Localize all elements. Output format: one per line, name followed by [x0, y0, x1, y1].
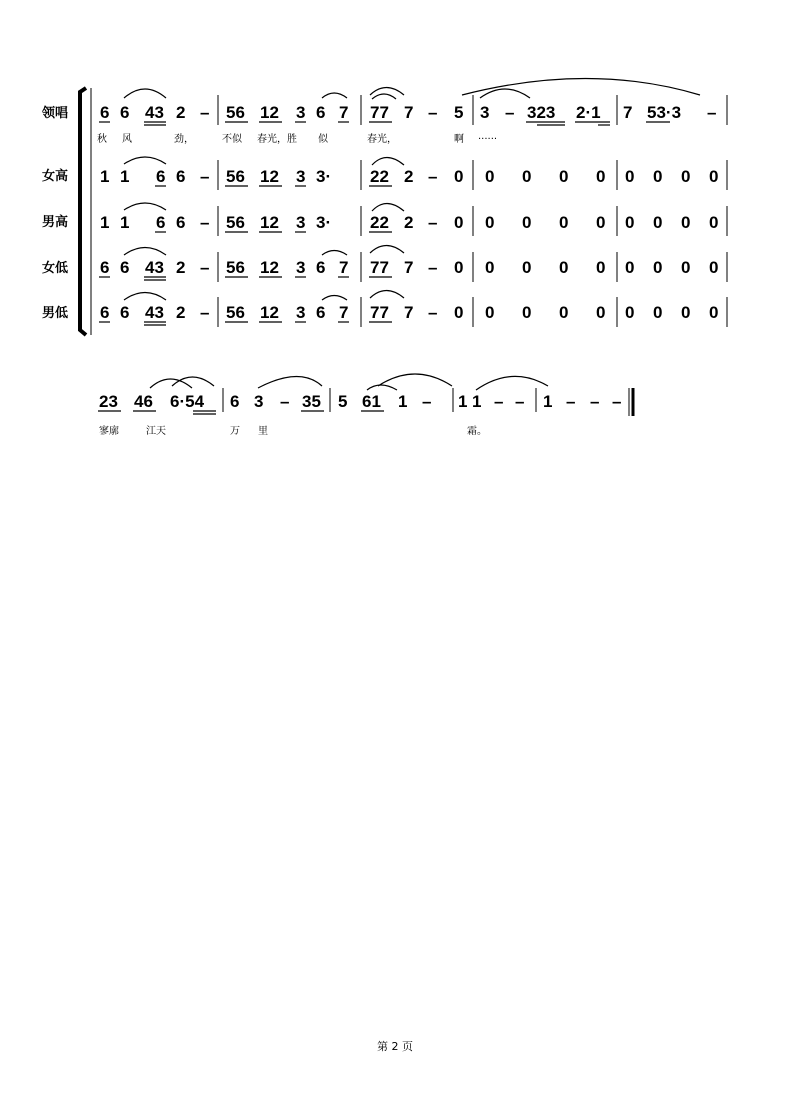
- note: 0: [559, 303, 569, 322]
- note: 0: [625, 167, 635, 186]
- note: 1: [458, 392, 468, 411]
- part-label-soprano: 女高: [42, 169, 69, 184]
- note: 1: [472, 392, 482, 411]
- note: 2·1: [576, 103, 601, 122]
- note: 5: [338, 392, 348, 411]
- note: 3: [254, 392, 264, 411]
- note: 56: [226, 167, 245, 186]
- note: 0: [681, 258, 691, 277]
- note: 6: [316, 303, 326, 322]
- note: 35: [302, 392, 321, 411]
- note: 1: [120, 213, 130, 232]
- note: 0: [625, 303, 635, 322]
- note: 7: [404, 303, 414, 322]
- soprano-part-notes: [100, 167, 718, 186]
- note: 6: [316, 103, 326, 122]
- note: 56: [226, 103, 245, 122]
- note: 1: [543, 392, 553, 411]
- note: –: [200, 258, 210, 277]
- part-label-bass: 男低: [42, 306, 69, 321]
- note: 5: [454, 103, 464, 122]
- note: 2: [176, 258, 186, 277]
- note: 6: [120, 103, 130, 122]
- note: 6: [100, 103, 110, 122]
- lyric: 秋: [97, 134, 107, 145]
- note: 0: [559, 258, 569, 277]
- note: –: [200, 167, 210, 186]
- note: 7: [339, 103, 349, 122]
- note: 7: [339, 303, 349, 322]
- note: –: [494, 392, 504, 411]
- note: 0: [625, 213, 635, 232]
- note: –: [505, 103, 515, 122]
- part-label-lead: 领唱: [42, 106, 69, 121]
- note: 56: [226, 258, 245, 277]
- note: 12: [260, 213, 279, 232]
- note: 6: [156, 213, 166, 232]
- note: 12: [260, 303, 279, 322]
- bass-part-notes: [100, 303, 718, 322]
- note: 0: [485, 258, 495, 277]
- note: 6·54: [170, 392, 205, 411]
- note: 6: [316, 258, 326, 277]
- system-2-notes: [99, 392, 621, 411]
- note: 56: [226, 303, 245, 322]
- note: 1: [100, 213, 110, 232]
- note: 0: [653, 167, 663, 186]
- note: 0: [559, 213, 569, 232]
- note: –: [280, 392, 290, 411]
- note: 0: [625, 258, 635, 277]
- note: –: [428, 213, 438, 232]
- note: 2: [404, 213, 414, 232]
- note: 0: [522, 258, 532, 277]
- note: 0: [485, 213, 495, 232]
- note: 3: [296, 103, 306, 122]
- note: 0: [485, 303, 495, 322]
- note: 3: [480, 103, 490, 122]
- lyric: 啊: [454, 134, 464, 145]
- note: 0: [596, 258, 606, 277]
- note: 0: [681, 167, 691, 186]
- note: –: [428, 303, 438, 322]
- lyric: 劲，: [174, 134, 194, 145]
- note: 0: [681, 213, 691, 232]
- note: –: [422, 392, 432, 411]
- note: 23: [99, 392, 118, 411]
- note: 7: [404, 103, 414, 122]
- note: 77: [370, 103, 389, 122]
- note: 7: [404, 258, 414, 277]
- lyric: ······: [478, 134, 498, 145]
- note: 0: [454, 167, 464, 186]
- note: 6: [120, 303, 130, 322]
- note: 2: [404, 167, 414, 186]
- lead-underlines: [99, 79, 700, 126]
- note: –: [428, 103, 438, 122]
- note: –: [590, 392, 600, 411]
- note: 22: [370, 213, 389, 232]
- note: 3: [296, 167, 306, 186]
- note: 0: [709, 213, 719, 232]
- lyric: 万: [230, 426, 240, 437]
- lead-part-notes: [100, 103, 716, 122]
- note: 7: [623, 103, 633, 122]
- note: –: [200, 213, 210, 232]
- note: 6: [100, 303, 110, 322]
- lyric: 江天: [146, 426, 166, 437]
- note: 0: [454, 303, 464, 322]
- note: 0: [596, 167, 606, 186]
- note: 43: [145, 303, 164, 322]
- note: 61: [362, 392, 381, 411]
- note: 3: [296, 258, 306, 277]
- lyric: 春光，: [367, 134, 397, 145]
- note: 0: [596, 213, 606, 232]
- note: 43: [145, 103, 164, 122]
- note: 6: [176, 213, 186, 232]
- system-2-lyrics: [99, 424, 487, 437]
- note: –: [428, 258, 438, 277]
- note: 0: [653, 303, 663, 322]
- note: 53·3: [647, 103, 682, 122]
- note: –: [428, 167, 438, 186]
- alto-part-notes: [100, 258, 718, 277]
- lyric: 霜。: [467, 426, 487, 437]
- note: 6: [230, 392, 240, 411]
- note: 3·: [316, 167, 332, 186]
- note: 0: [522, 213, 532, 232]
- note: 0: [709, 167, 719, 186]
- lyric: 里: [258, 426, 268, 437]
- note: 43: [145, 258, 164, 277]
- note: 6: [100, 258, 110, 277]
- note: 6: [120, 258, 130, 277]
- note: 3: [296, 213, 306, 232]
- note: 0: [559, 167, 569, 186]
- note: 0: [709, 303, 719, 322]
- note: 0: [522, 167, 532, 186]
- page-number: 第 2 页: [377, 1040, 413, 1053]
- note: 0: [454, 258, 464, 277]
- note: –: [200, 303, 210, 322]
- note: 12: [260, 167, 279, 186]
- note: 1: [100, 167, 110, 186]
- note: 77: [370, 258, 389, 277]
- note: 0: [653, 258, 663, 277]
- note: 0: [522, 303, 532, 322]
- note: 12: [260, 103, 279, 122]
- note: –: [566, 392, 576, 411]
- note: 6: [176, 167, 186, 186]
- choir-underlines: [99, 157, 404, 325]
- lyric: 春光，胜: [257, 134, 297, 145]
- part-label-alto: 女低: [42, 261, 69, 276]
- note: 0: [485, 167, 495, 186]
- note: 323: [527, 103, 556, 122]
- tenor-part-notes: [100, 213, 718, 232]
- note: 3·: [316, 213, 332, 232]
- note: 3: [296, 303, 306, 322]
- note: 0: [454, 213, 464, 232]
- note: 46: [134, 392, 153, 411]
- note: –: [707, 103, 717, 122]
- note: 1: [120, 167, 130, 186]
- lyric: 寥廓: [99, 426, 119, 437]
- lyric: 风: [122, 134, 132, 145]
- lead-lyrics: [97, 132, 497, 145]
- note: –: [515, 392, 525, 411]
- note: 2: [176, 103, 186, 122]
- note: 0: [681, 303, 691, 322]
- note: 0: [709, 258, 719, 277]
- note: –: [612, 392, 622, 411]
- barlines-system-1: [218, 95, 727, 327]
- part-label-tenor: 男高: [42, 215, 69, 230]
- note: 0: [653, 213, 663, 232]
- note: 1: [398, 392, 408, 411]
- note: 6: [156, 167, 166, 186]
- note: 77: [370, 303, 389, 322]
- note: 56: [226, 213, 245, 232]
- note: 22: [370, 167, 389, 186]
- lyric: 似: [318, 134, 328, 145]
- note: 0: [596, 303, 606, 322]
- note: 12: [260, 258, 279, 277]
- note: 7: [339, 258, 349, 277]
- lyric: 不似: [222, 134, 242, 145]
- note: 2: [176, 303, 186, 322]
- system-bracket: [80, 88, 91, 335]
- note: –: [200, 103, 210, 122]
